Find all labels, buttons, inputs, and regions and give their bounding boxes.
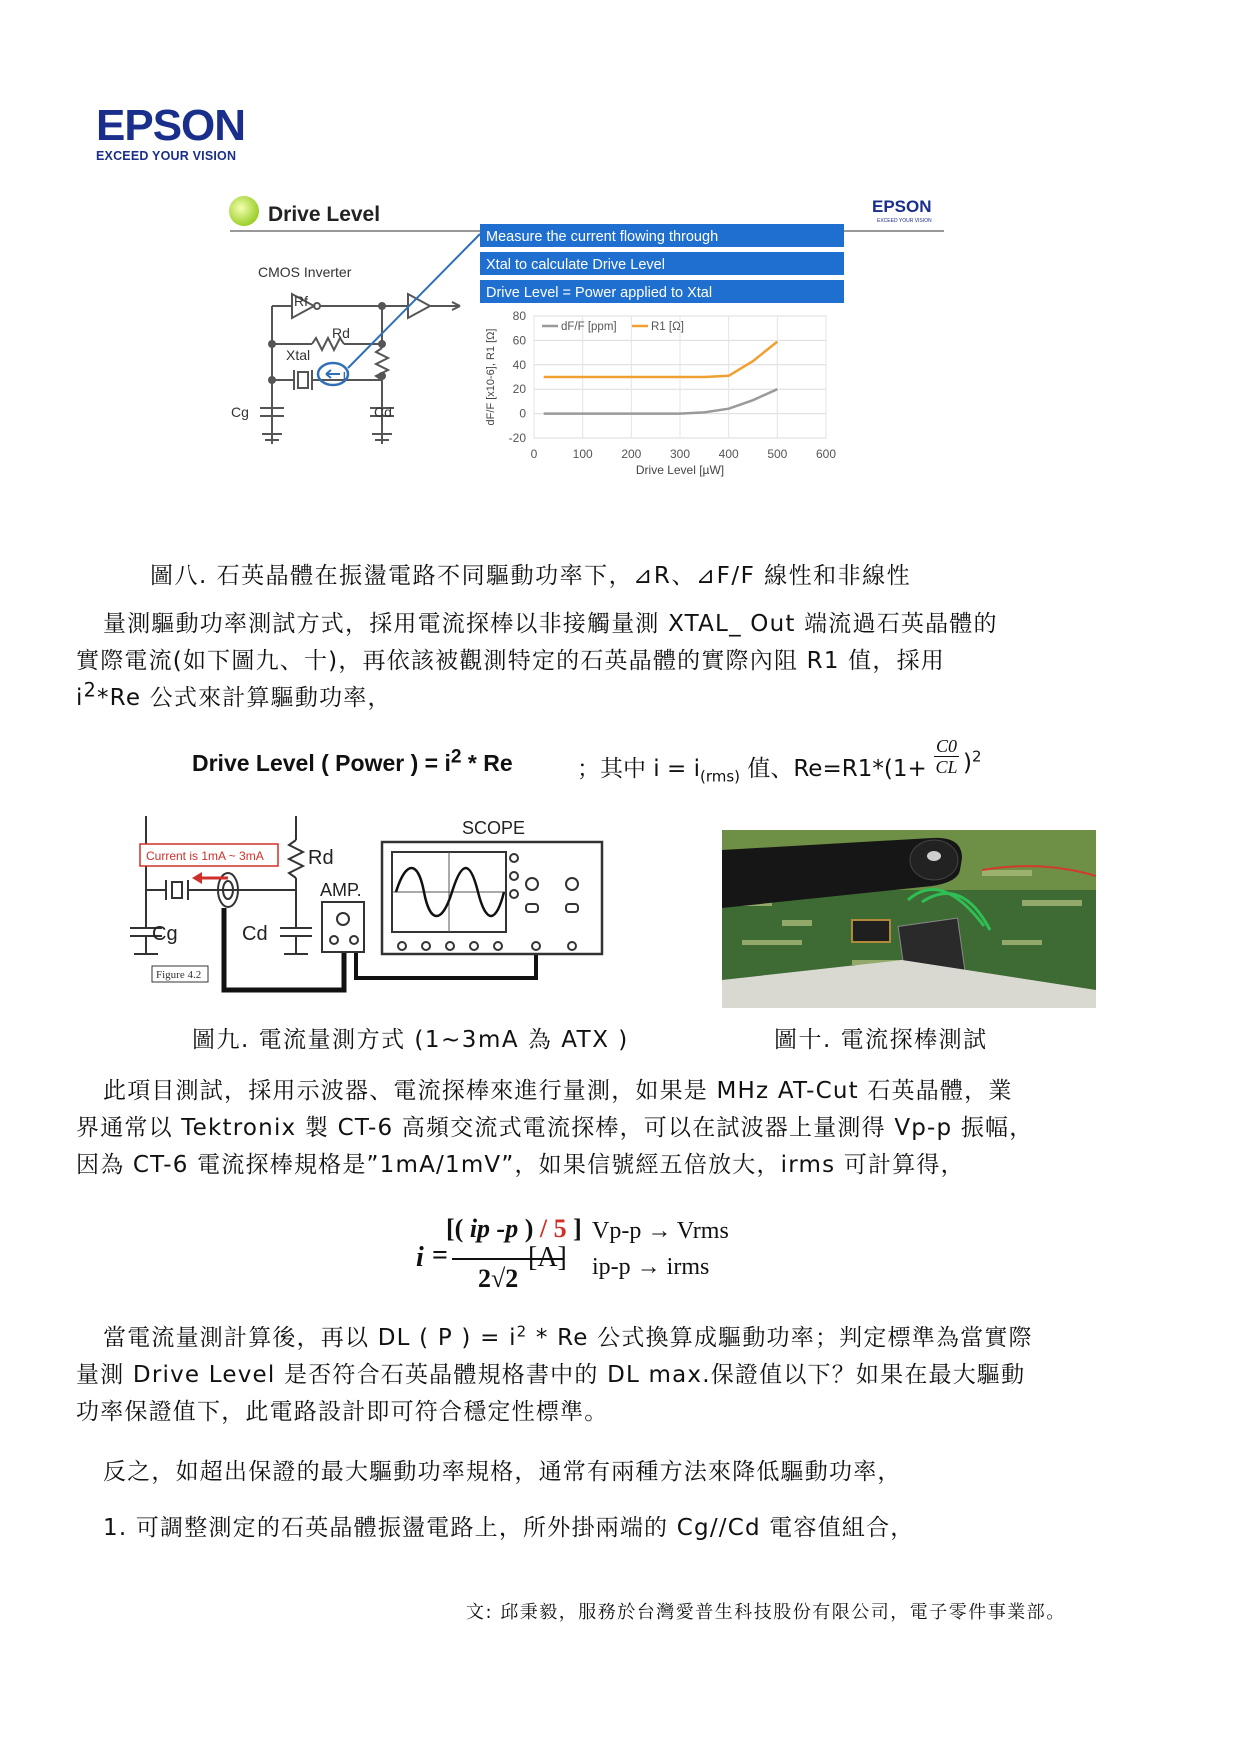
p1-rest: *Re 公式來計算驅動功率， [96,685,392,711]
paragraph-1-line-1: 量測驅動功率測試方式，採用電流探棒以非接觸量測 XTAL_ Out 端流過石英晶體的 [103,611,998,637]
paragraph-2-line-1: 此項目測試，採用示波器、電流探棒來進行量測，如果是 MHz AT-Cut 石英晶體，業 [103,1078,1013,1104]
callout-line [348,234,480,368]
x-axis-label: Drive Level [µW] [635,463,725,477]
cmos-inverter-label: CMOS Inverter [258,264,352,280]
y-tick-label: 60 [512,333,526,348]
paragraph-3-line-1: 當電流量測計算後，再以 DL ( P ) = $i^2$ * Re 公式換算成驅動功率；判定標準為當實際 [103,1322,1033,1351]
figure-8-caption: 圖八. 石英晶體在振盪電路不同驅動功率下，⊿R、⊿F/F 線性和非線性 [150,563,912,589]
p1-sup: 2 [83,678,97,702]
paragraph-3-line-3: 功率保證值下，此電路設計即可符合穩定性標準。 [76,1399,609,1425]
formula-left: Drive Level ( Power ) = $i^2$ * Re [192,746,513,776]
irms-unit: [A] [528,1242,567,1273]
epson-logo [96,101,246,163]
drive-level-formula [192,738,1192,798]
figure-8-slide [222,190,948,544]
slide-brand-sub: EXCEED YOUR VISION [877,218,932,224]
formula-right: ；其中 $i = i_{(rms)}$ 值、Re=R1*(1+ [577,756,927,786]
paragraph-1-line-2: 實際電流(如下圖九、十)，再依該被觀測特定的石英晶體的實際內阻 R1 值，採用 [76,648,945,674]
slide-brand: EPSON [872,197,932,216]
figure-9-diagram [116,806,684,1002]
figure-9-caption: 圖九. 電流量測方式 (1~3mA 為 ATX ) [192,1027,629,1053]
irms-equation: i = [( ip -p ) / 5 ] 2√2 [A] Vp-p → Vrms ip-p → irms [416,1214,729,1293]
irms-note-2: ip-p → irms [592,1254,710,1280]
drive-level-chart [485,309,836,477]
circuit-diagram [231,264,460,444]
x-tick-label: 300 [669,447,691,461]
paragraph-1-line-3 [76,680,1176,717]
y-tick-label: 80 [512,309,526,323]
note-box-1-text: Measure the current flowing through [486,229,719,245]
formula-end: )$^2$ [963,747,982,776]
scope-label: SCOPE [462,818,526,838]
paragraph-4: 反之，如超出保證的最大驅動功率規格，通常有兩種方法來降低驅動功率， [103,1459,902,1485]
irms-denominator: 2√2 [478,1264,519,1293]
legend-label-1: dF/F [ppm] [561,321,617,333]
paragraph-1 [76,606,1176,717]
bullet-icon [229,196,259,226]
fig9-rd-label: Rd [308,847,334,869]
fig9-cd-label: Cd [242,923,268,945]
irms-note-1: Vp-p → Vrms [592,1218,729,1244]
paragraph-3 [76,1320,1176,1431]
xtal-label: Xtal [286,347,311,363]
paragraph-2 [76,1073,1176,1184]
slide-title: Drive Level [268,203,381,226]
figure-tag: Figure 4.2 [156,969,202,981]
paragraph-2-line-2: 界通常以 Tektronix 製 CT-6 高頻交流式電流探棒，可以在試波器上量測得 Vp-p 振幅， [76,1115,1034,1141]
amp-box [322,902,364,952]
x-tick-label: 200 [621,447,642,461]
logo-tagline: EXCEED YOUR VISION [96,149,237,163]
rf-label: Rf [294,293,308,309]
irms-numerator: [( ip -p ) / 5 ] [446,1214,582,1243]
paragraph-5: 1. 可調整測定的石英晶體振盪電路上，所外掛兩端的 Cg//Cd 電容值組合， [103,1515,915,1541]
x-tick-label: 600 [815,447,837,461]
paragraph-3-line-2: 量測 Drive Level 是否符合石英晶體規格書中的 DL max.保證值以下？如果在最大驅動 [76,1362,1026,1388]
current-note: Current is 1mA ~ 3mA [146,849,264,863]
current-i-label: I [343,371,346,382]
cd-label: Cd [374,404,392,420]
y-tick-label: 40 [512,357,526,372]
note-box-3-text: Drive Level = Power applied to Xtal [486,285,713,301]
x-tick-label: 400 [718,447,739,461]
y-tick-label: 0 [519,406,526,421]
rd-label: Rd [332,325,350,341]
paragraph-2-line-3: 因為 CT-6 電流探棒規格是”1mA/1mV”，如果信號經五倍放大，irms 可計算得， [76,1152,965,1178]
legend-label-2: R1 [Ω] [651,321,684,333]
x-tick-label: 500 [767,447,788,461]
logo-wordmark: EPSON [96,101,246,150]
x-tick-label: 100 [572,447,593,461]
figure-10-caption: 圖十. 電流探棒測試 [774,1027,988,1053]
note-box-2-text: Xtal to calculate Drive Level [486,257,665,273]
figure-10-photo [722,830,1096,1008]
fig9-cg-label: Cg [152,923,178,945]
y-tick-label: 20 [512,382,526,397]
y-axis-label: dF/F [x10-6], R1 [Ω] [485,328,497,426]
formula-fraction: C0 CL [935,736,958,777]
p1-i: i [76,685,84,711]
y-tick-label: -20 [508,431,526,445]
cg-label: Cg [231,404,249,420]
x-tick-label: 0 [530,447,538,461]
author-footer: 文: 邱秉毅，服務於台灣愛普生科技股份有限公司，電子零件事業部。 [466,1602,1066,1623]
amp-label: AMP. [320,880,362,900]
